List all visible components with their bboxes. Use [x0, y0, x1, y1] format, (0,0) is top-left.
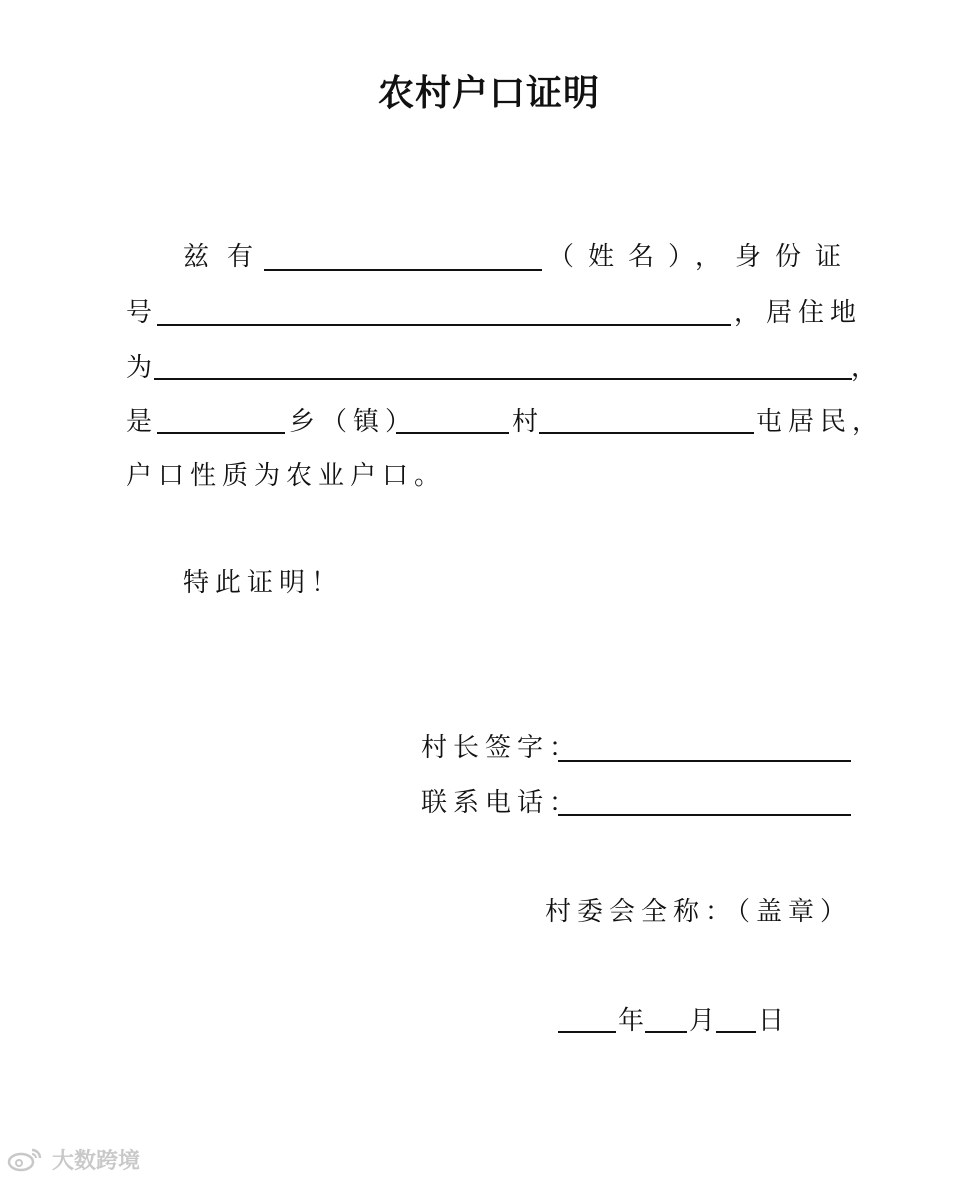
- closing-text: 特此证明！: [183, 568, 344, 598]
- hamlet-blank[interactable]: [539, 432, 754, 434]
- household-type-text: 户口性质为农业户口。: [126, 461, 447, 491]
- residence-comma: ，: [851, 353, 878, 383]
- name-label: （姓名），身份证: [548, 242, 856, 272]
- committee-seal-label: 村委会全称：（盖章）: [545, 897, 853, 927]
- village-label: 村: [512, 407, 539, 437]
- residence-blank[interactable]: [154, 378, 852, 380]
- year-blank[interactable]: [558, 1031, 616, 1033]
- residence-prefix: 为: [126, 353, 153, 383]
- weibo-logo-icon: [6, 1146, 46, 1172]
- page-title: 农村户口证明: [377, 73, 600, 114]
- village-blank[interactable]: [396, 432, 509, 434]
- day-label: 日: [758, 1006, 785, 1036]
- phone-blank[interactable]: [558, 814, 851, 816]
- name-blank[interactable]: [264, 269, 542, 271]
- residence-label: ，居住地: [734, 298, 863, 328]
- id-prefix: 号: [126, 298, 153, 328]
- chief-signature-label: 村长签字：: [421, 733, 582, 763]
- phone-label: 联系电话：: [421, 788, 582, 818]
- township-label: 乡（镇）: [289, 407, 418, 437]
- location-prefix: 是: [126, 407, 153, 437]
- day-blank[interactable]: [716, 1031, 756, 1033]
- intro-text: 兹有: [183, 242, 272, 272]
- watermark: [6, 1142, 140, 1176]
- month-label: 月: [689, 1006, 716, 1036]
- resident-label: 屯居民，: [756, 407, 885, 437]
- id-number-blank[interactable]: [157, 324, 731, 326]
- chief-signature-blank[interactable]: [558, 760, 851, 762]
- watermark-text: 大数跨境: [52, 1148, 141, 1174]
- month-blank[interactable]: [645, 1031, 687, 1033]
- township-blank[interactable]: [157, 432, 285, 434]
- year-label: 年: [618, 1006, 645, 1036]
